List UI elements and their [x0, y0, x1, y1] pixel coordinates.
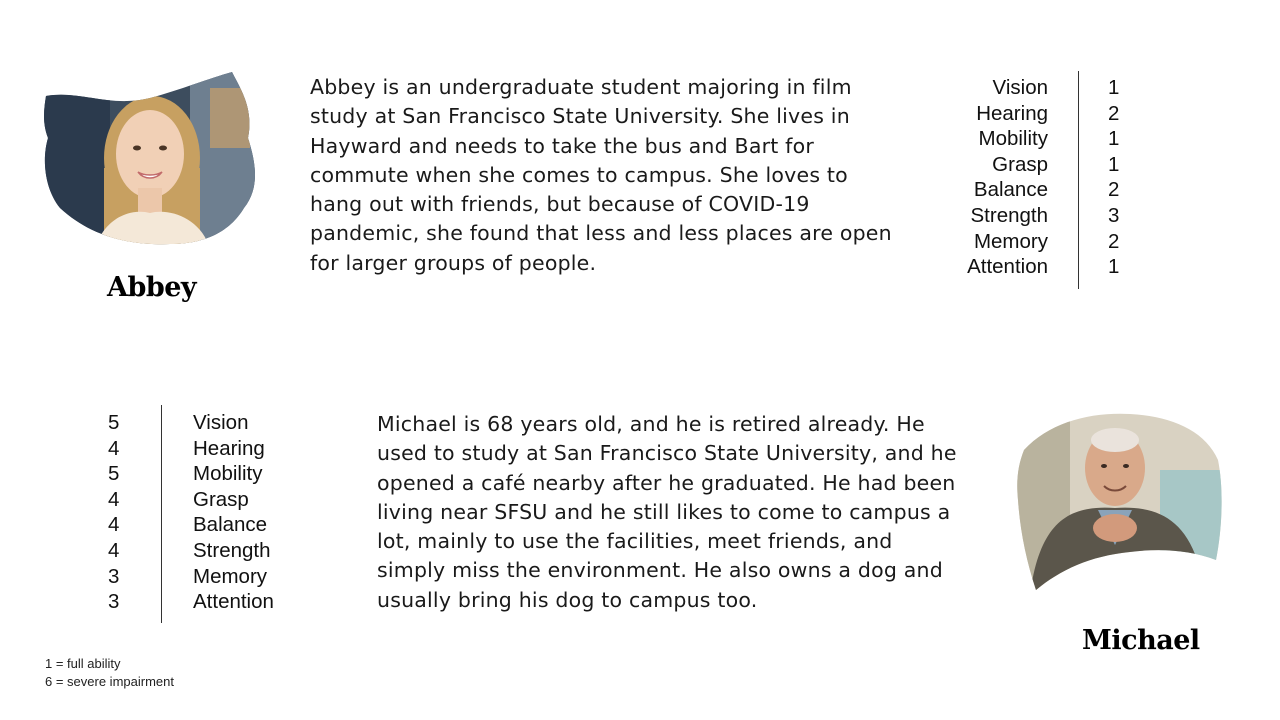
rating-label: Grasp: [992, 152, 1048, 176]
rating-label: Hearing: [193, 436, 265, 460]
rating-value: 1: [1108, 76, 1120, 99]
rating-label: Balance: [973, 178, 1048, 202]
michael-rating-row-hearing: [108, 436, 313, 462]
michael-rating-row-balance: [108, 512, 313, 538]
rating-label: Hearing: [976, 101, 1048, 125]
abbey-ratings-divider: [1078, 71, 1079, 289]
abbey-rating-row-memory: [930, 229, 1238, 255]
michael-bio: Michael is 68 years old, and he is retired already. He used to study at San Francisco State University, and he opened a café nearby after he graduated. He had been living near SFSU and he still likes to come to campus a lot, mainly to use the facilities, meet friends, and simply miss the environment. He also owns a dog and usually bring his dog to campus too.: [377, 412, 957, 612]
rating-label: Attention: [193, 590, 274, 614]
rating-value: 3: [1108, 203, 1120, 227]
legend-severe-impairment: 6 = severe impairment: [45, 674, 174, 689]
rating-label: Vision: [992, 76, 1048, 99]
legend-full-ability: 1 = full ability: [45, 656, 121, 671]
rating-legend: [45, 655, 174, 691]
rating-value: 2: [1108, 178, 1120, 202]
rating-value: 2: [1108, 229, 1120, 253]
michael-rating-row-attention: [108, 589, 313, 615]
michael-rating-row-vision: [108, 410, 313, 436]
rating-label: Strength: [193, 538, 271, 562]
rating-value: 5: [108, 462, 120, 486]
rating-value: 4: [108, 538, 120, 562]
rating-value: 2: [1108, 101, 1120, 125]
abbey-name: Abbey: [107, 272, 197, 303]
rating-label: Attention: [967, 255, 1048, 279]
abbey-rating-row-mobility: [930, 126, 1238, 152]
rating-label: Balance: [193, 513, 268, 537]
rating-label: Memory: [973, 229, 1048, 253]
rating-value: 4: [108, 436, 120, 460]
rating-value: 4: [108, 513, 120, 537]
abbey-photo: [40, 68, 260, 248]
abbey-rating-row-vision: [930, 75, 1238, 101]
abbey-rating-row-strength: [930, 203, 1238, 229]
michael-ratings-table: [108, 410, 313, 615]
abbey-ratings-table: [930, 75, 1238, 280]
rating-value: 3: [108, 590, 120, 614]
michael-rating-row-memory: [108, 564, 313, 590]
michael-ratings-divider: [161, 405, 162, 623]
rating-label: Vision: [193, 411, 249, 434]
abbey-bio: Abbey is an undergraduate student majoring in film study at San Francisco State University. She lives in Hayward and needs to take the bus and Bart for commute when she comes to campus. She loves to hang out with friends, but because of COVID-19 pandemic, she found that less and less places are open for larger groups of people.: [310, 75, 892, 275]
abbey-rating-row-grasp: [930, 152, 1238, 178]
rating-value: 1: [1108, 127, 1120, 151]
michael-photo: [1010, 410, 1225, 595]
michael-rating-row-grasp: [108, 487, 313, 513]
rating-label: Mobility: [193, 462, 263, 486]
michael-name: Michael: [1082, 625, 1200, 656]
rating-label: Strength: [970, 203, 1048, 227]
michael-rating-row-mobility: [108, 461, 313, 487]
rating-value: 1: [1108, 255, 1120, 279]
rating-value: 3: [108, 564, 120, 588]
rating-value: 5: [108, 411, 120, 434]
abbey-rating-row-balance: [930, 177, 1238, 203]
abbey-rating-row-attention: [930, 254, 1238, 280]
rating-value: 1: [1108, 152, 1120, 176]
michael-rating-row-strength: [108, 538, 313, 564]
rating-label: Mobility: [978, 127, 1048, 151]
rating-label: Grasp: [193, 487, 249, 511]
abbey-rating-row-hearing: [930, 101, 1238, 127]
rating-label: Memory: [193, 564, 268, 588]
rating-value: 4: [108, 487, 120, 511]
